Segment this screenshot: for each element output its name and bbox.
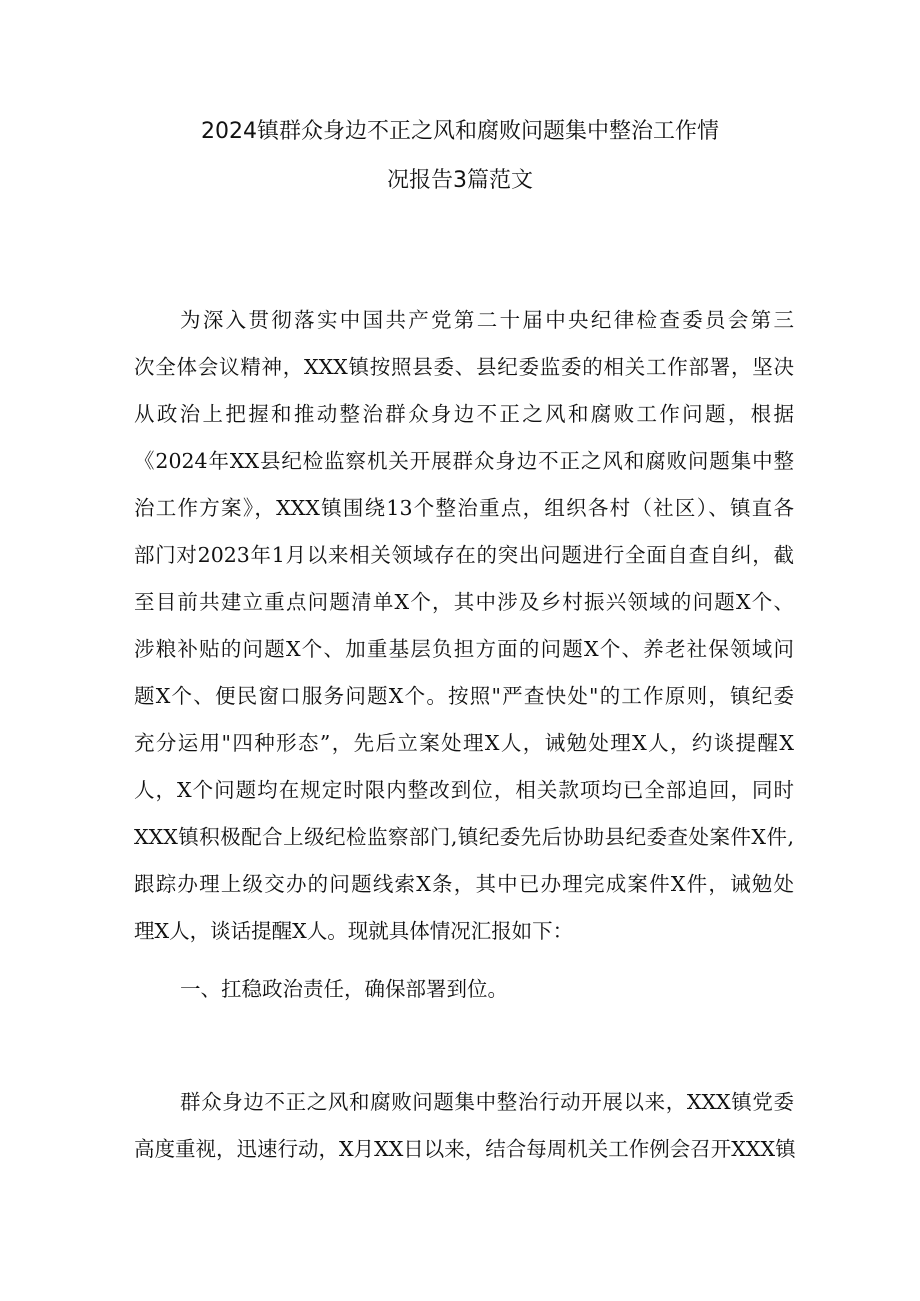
paragraph-line: 跟踪办理上级交办的问题线索X条，其中已办理完成案件X件，诫勉处: [134, 872, 794, 896]
section-heading: 一、扛稳政治责任，确保部署到位。: [180, 977, 508, 1001]
paragraph-line: 群众身边不正之风和腐败问题集中整治行动开展以来，XXX镇党委: [180, 1090, 794, 1114]
document-title-line-1: 2024镇群众身边不正之风和腐败问题集中整治工作情: [201, 119, 719, 144]
paragraph-line: 部门对2023年1月以来相关领域存在的突出问题进行全面自查自纠，截: [134, 543, 794, 567]
paragraph-line: 《2024年XX县纪检监察机关开展群众身边不正之风和腐败问题集中整: [134, 449, 794, 473]
document-title-line-2: 况报告3篇范文: [387, 168, 533, 193]
paragraph-line: 至目前共建立重点问题清单X个，其中涉及乡村振兴领域的问题X个、: [134, 590, 794, 614]
paragraph-line: 理X人，谈话提醒X人。现就具体情况汇报如下：: [134, 919, 574, 943]
paragraph-line: XXX镇积极配合上级纪检监察部门,镇纪委先后协助县纪委查处案件X件,: [134, 825, 794, 849]
paragraph-line: 题X个、便民窗口服务问题X个。按照"严查快处"的工作原则，镇纪委: [134, 684, 794, 708]
paragraph-line: 高度重视，迅速行动，X月XX日以来，结合每周机关工作例会召开XXX镇: [134, 1137, 796, 1161]
paragraph-line: 涉粮补贴的问题X个、加重基层负担方面的问题X个、养老社保领域问: [134, 637, 794, 661]
paragraph-line: 充分运用"四种形态”，先后立案处理X人，诫勉处理X人，约谈提醒X: [134, 731, 794, 755]
paragraph-line: 人，X个问题均在规定时限内整改到位，相关款项均已全部追回，同时: [134, 778, 794, 802]
paragraph-line: 从政治上把握和推动整治群众身边不正之风和腐败工作问题，根据: [134, 402, 794, 426]
paragraph-line: 治工作方案》，XXX镇围绕13个整治重点，组织各村（社区）、镇直各: [134, 496, 794, 520]
paragraph-line: 次全体会议精神，XXX镇按照县委、县纪委监委的相关工作部署，坚决: [134, 355, 794, 379]
paragraph-line: 为深入贯彻落实中国共产党第二十届中央纪律检查委员会第三: [180, 308, 794, 332]
